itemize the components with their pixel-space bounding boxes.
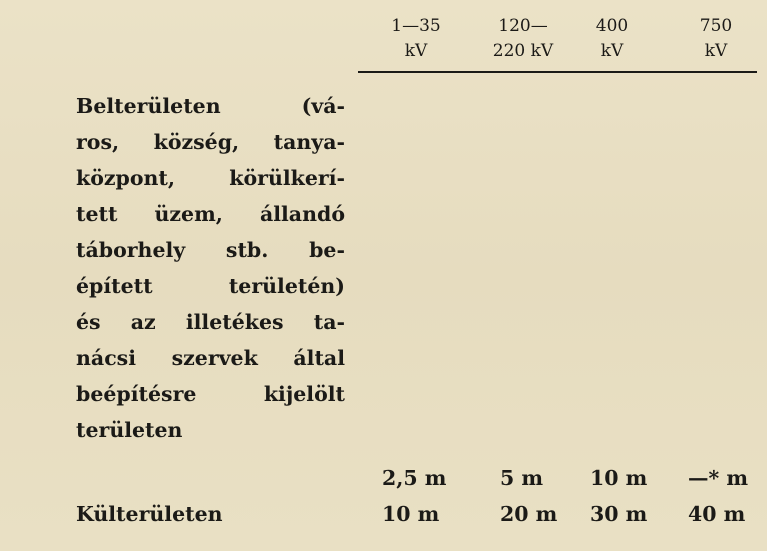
value-belterulet-120-220kv: 5 m [500, 466, 544, 490]
value-kulterulet-750kv: 40 m [688, 502, 746, 526]
header-voltage-1-35kv [376, 14, 456, 64]
label-line: beépítésre kijelölt [76, 382, 345, 406]
header-col1-line2: kV [404, 41, 428, 61]
label-line: Belterületen (vá- [76, 94, 345, 118]
header-voltage-400kv [572, 14, 652, 64]
header-col3-line2: kV [600, 41, 624, 61]
value-kulterulet-400kv: 30 m [590, 502, 648, 526]
header-voltage-750kv [676, 14, 756, 64]
value-kulterulet-1-35kv: 10 m [382, 502, 440, 526]
row-belterulet-label [76, 88, 345, 448]
label-line: nácsi szervek által [76, 346, 345, 370]
header-col4-line2: kV [704, 41, 728, 61]
label-line: tett üzem, állandó [76, 202, 345, 226]
header-rule [358, 71, 757, 73]
header-col3-line1: 400 [595, 16, 629, 36]
row-kulterulet-label: Külterületen [76, 502, 223, 526]
header-voltage-120-220kv [468, 14, 578, 64]
header-col2-line2: 220 kV [492, 41, 554, 61]
label-line: és az illetékes ta- [76, 310, 345, 334]
label-line: táborhely stb. be- [76, 238, 345, 262]
header-col1-line1: 1—35 [391, 16, 441, 36]
value-belterulet-400kv: 10 m [590, 466, 648, 490]
label-line: központ, körülkerí- [76, 166, 345, 190]
value-belterulet-750kv: —* m [688, 466, 749, 490]
header-col4-line1: 750 [699, 16, 733, 36]
label-line: területen [76, 418, 183, 442]
label-line: épített területén) [76, 274, 345, 298]
label-line: ros, község, tanya- [76, 130, 345, 154]
value-kulterulet-120-220kv: 20 m [500, 502, 558, 526]
header-col2-line1: 120— [498, 16, 548, 36]
value-belterulet-1-35kv: 2,5 m [382, 466, 447, 490]
